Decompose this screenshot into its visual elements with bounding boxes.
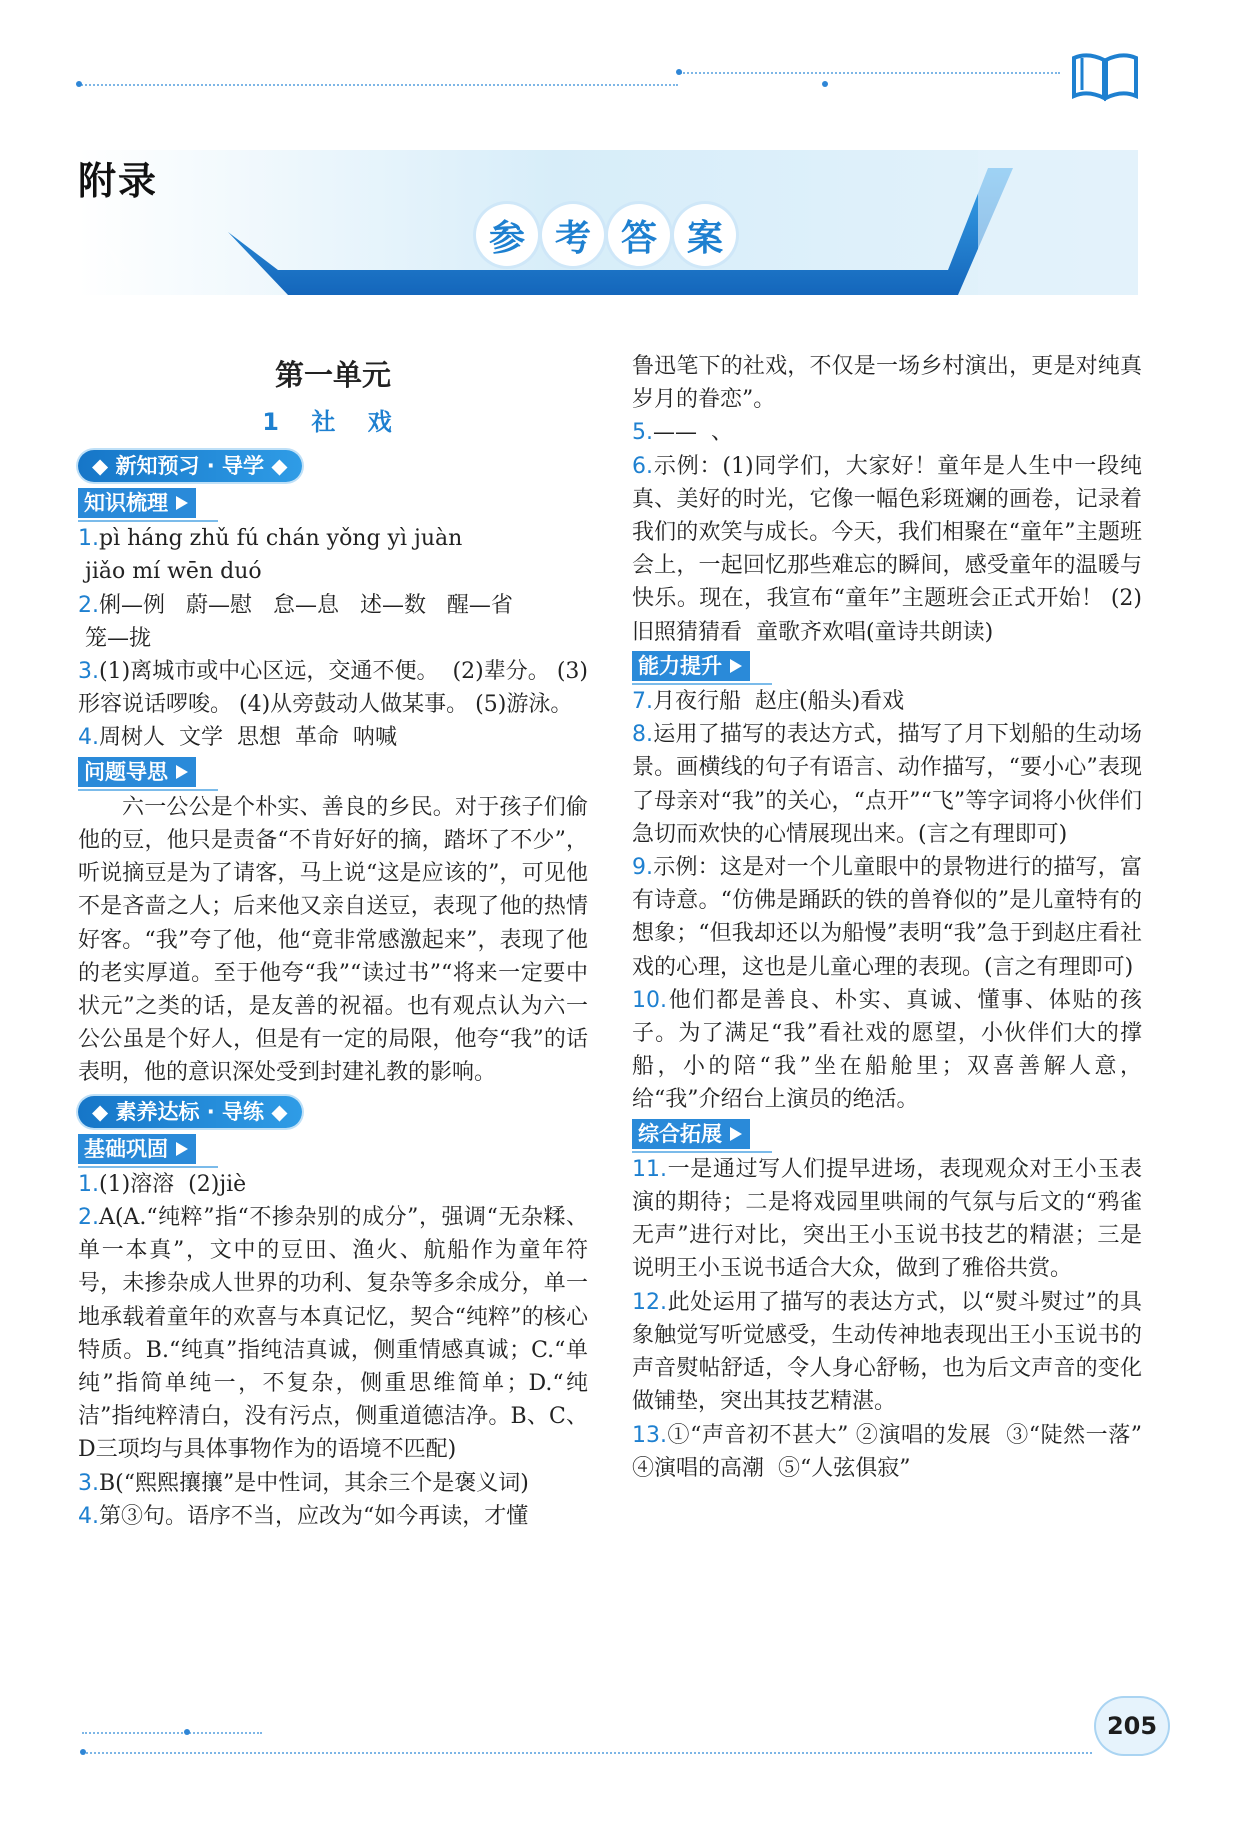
subsection-tag: 基础巩固 [78, 1134, 196, 1164]
answer-item: 9.示例：这是对一个儿童眼中的景物进行的描写，富有诗意。“仿佛是踊跃的铁的兽脊似的”是儿童特有的想象；“但我却还以为船慢”表明“我”急于到赵庄看社戏的心理，这也是儿童心理的表现。(言之有理即可) [632, 855, 1142, 980]
discussion-paragraph: 六一公公是个朴实、善良的乡民。对于孩子们偷他的豆，他只是责备“不肯好好的摘，踏坏了不少”，听说摘豆是为了请客，马上说“这是应该的”，可见他不是吝啬之人；后来他又亲自送豆，表现了他的热情好客。“我”夸了他，他“竟非常感激起来”，表现了他的老实厚道。至于他夸“我”“读过书”“将来一定要中状元”之类的话，是友善的祝福。也有观点认为六一公公虽是个好人，但是有一定的局限，他夸“我”的话表明，他的意识深处受到封建礼教的影响。 [78, 794, 588, 1086]
answer-item: 12.此处运用了描写的表达方式，以“熨斗熨过”的具象触觉写听觉感受，生动传神地表现出王小玉说书的声音熨帖舒适，令人身心舒畅，也为后文声音的变化做铺垫，突出其技艺精湛。 [632, 1289, 1142, 1415]
answer-item: 2.A(A.“纯粹”指“不掺杂别的成分”，强调“无杂糅、单一本真”，文中的豆田、渔火、航船作为童年符号，未掺杂成人世界的功利、复杂等多余成分，单一地承载着童年的欢喜与本真记忆，契合“纯粹”的核心特质。B.“纯真”指纯洁真诚，侧重情感真诚；C.“单纯”指简单纯一，不复杂，侧重思维简单；D.“纯洁”指纯粹清白，没有污点，侧重道德洁净。B、C、D三项均与具体事物作为的语境不匹配) [78, 1205, 588, 1463]
subsection-tag: 问题导思 [78, 757, 196, 787]
section-pill: ◆ 新知预习 · 导学 ◆ [78, 450, 302, 482]
top-rule-dot-right [676, 69, 682, 75]
subsection-tag-wrap [78, 1132, 218, 1168]
answer-item: 4.第③句。语序不当，应改为“如今再读，才懂 [78, 1503, 529, 1529]
book-icon [1070, 50, 1140, 102]
answer-item: 13.①“声音初不甚大” ②演唱的发展 ③“陡然一落” ④演唱的高潮 ⑤“人弦俱寂” [632, 1422, 1156, 1481]
title-char: 考 [542, 204, 604, 266]
subsection-tag: 能力提升 [632, 651, 750, 681]
answer-item: 5.—— 、 [632, 420, 733, 446]
right-column [632, 350, 1156, 1485]
answer-title [476, 204, 736, 266]
top-dotted-rule-right [680, 72, 1060, 74]
appendix-label: 附录 [78, 159, 159, 203]
answer-item: 1.pì háng zhǔ fú chán yǒng yì juàn jiǎo mí wēn duó [78, 526, 463, 585]
top-dotted-rule [78, 84, 678, 86]
title-char: 案 [674, 204, 736, 266]
unit-title: 第一单元 [274, 358, 391, 392]
subsection-tag: 知识梳理 [78, 488, 196, 518]
bottom-dotted-rule-long [82, 1752, 1092, 1754]
answer-item: 鲁迅笔下的社戏，不仅是一场乡村演出，更是对纯真岁月的眷恋”。 [632, 354, 1142, 413]
subsection-tag-wrap [632, 649, 772, 685]
bottom-rule-dot [184, 1729, 190, 1735]
bottom-dotted-rule [82, 1732, 262, 1734]
answer-item: 10.他们都是善良、朴实、真诚、懂事、体贴的孩子。为了满足“我”看社戏的愿望，小伙伴们大的撑船，小的陪“我”坐在船舱里；双喜善解人意，给“我”介绍台上演员的绝活。 [632, 987, 1142, 1113]
answer-item: 8.运用了描写的表达方式，描写了月下划船的生动场景。画横线的句子有语言、动作描写，“要小心”表现了母亲对“我”的关心，“点开”“飞”等字词将小伙伴们急切而欢快的心情展现出来。(言之有理即可) [632, 722, 1142, 847]
answer-item: 3.B(“熙熙攘攘”是中性词，其余三个是褒义词) [78, 1470, 529, 1496]
answer-item: 7.月夜行船 赵庄(船头)看戏 [632, 689, 905, 715]
lesson-title: 1 社 戏 [262, 408, 404, 436]
answer-item: 1.(1)溶溶 (2)jiè [78, 1171, 247, 1197]
title-char: 参 [476, 204, 538, 266]
title-char: 答 [608, 204, 670, 266]
subsection-tag-wrap [632, 1117, 772, 1153]
subsection-tag-wrap [78, 486, 218, 522]
answer-item: 11.一是通过写人们提早进场，表现观众对王小玉表演的期待；二是将戏园里哄闹的气氛与后文的“鸦雀无声”进行对比，突出王小玉说书技艺的精湛；三是说明王小玉说书适合大众，做到了雅俗共赏。 [632, 1156, 1142, 1282]
section-pill: ◆ 素养达标 · 导练 ◆ [78, 1096, 302, 1128]
subsection-tag-wrap [78, 755, 218, 791]
answer-item: 6.示例：(1)同学们，大家好！童年是人生中一段纯真、美好的时光，它像一幅色彩斑斓的画卷，记录着我们的欢笑与成长。今天，我们相聚在“童年”主题班会上，一起回忆那些难忘的瞬间，感受童年的温暖与快乐。现在，我宣布“童年”主题班会正式开始！ (2)旧照猜猜看 童歌齐欢唱(童诗共朗读) [632, 453, 1142, 645]
subsection-tag: 综合拓展 [632, 1119, 750, 1149]
top-rule-dot-mid [822, 81, 828, 87]
page-number: 205 [1096, 1698, 1168, 1754]
top-rule-dot [76, 81, 82, 87]
bottom-rule-dot-left [80, 1749, 86, 1755]
answer-item: 4.周树人 文学 思想 革命 呐喊 [78, 725, 397, 751]
answer-item: 3.(1)离城市或中心区远，交通不便。 (2)辈分。 (3)形容说话啰唆。 (4)从旁鼓动人做某事。 (5)游泳。 [78, 659, 588, 718]
answer-item: 2.俐—例 蔚—慰 怠—息 述—数 醒—省 笼—拢 [78, 592, 513, 651]
left-column [78, 350, 588, 1533]
